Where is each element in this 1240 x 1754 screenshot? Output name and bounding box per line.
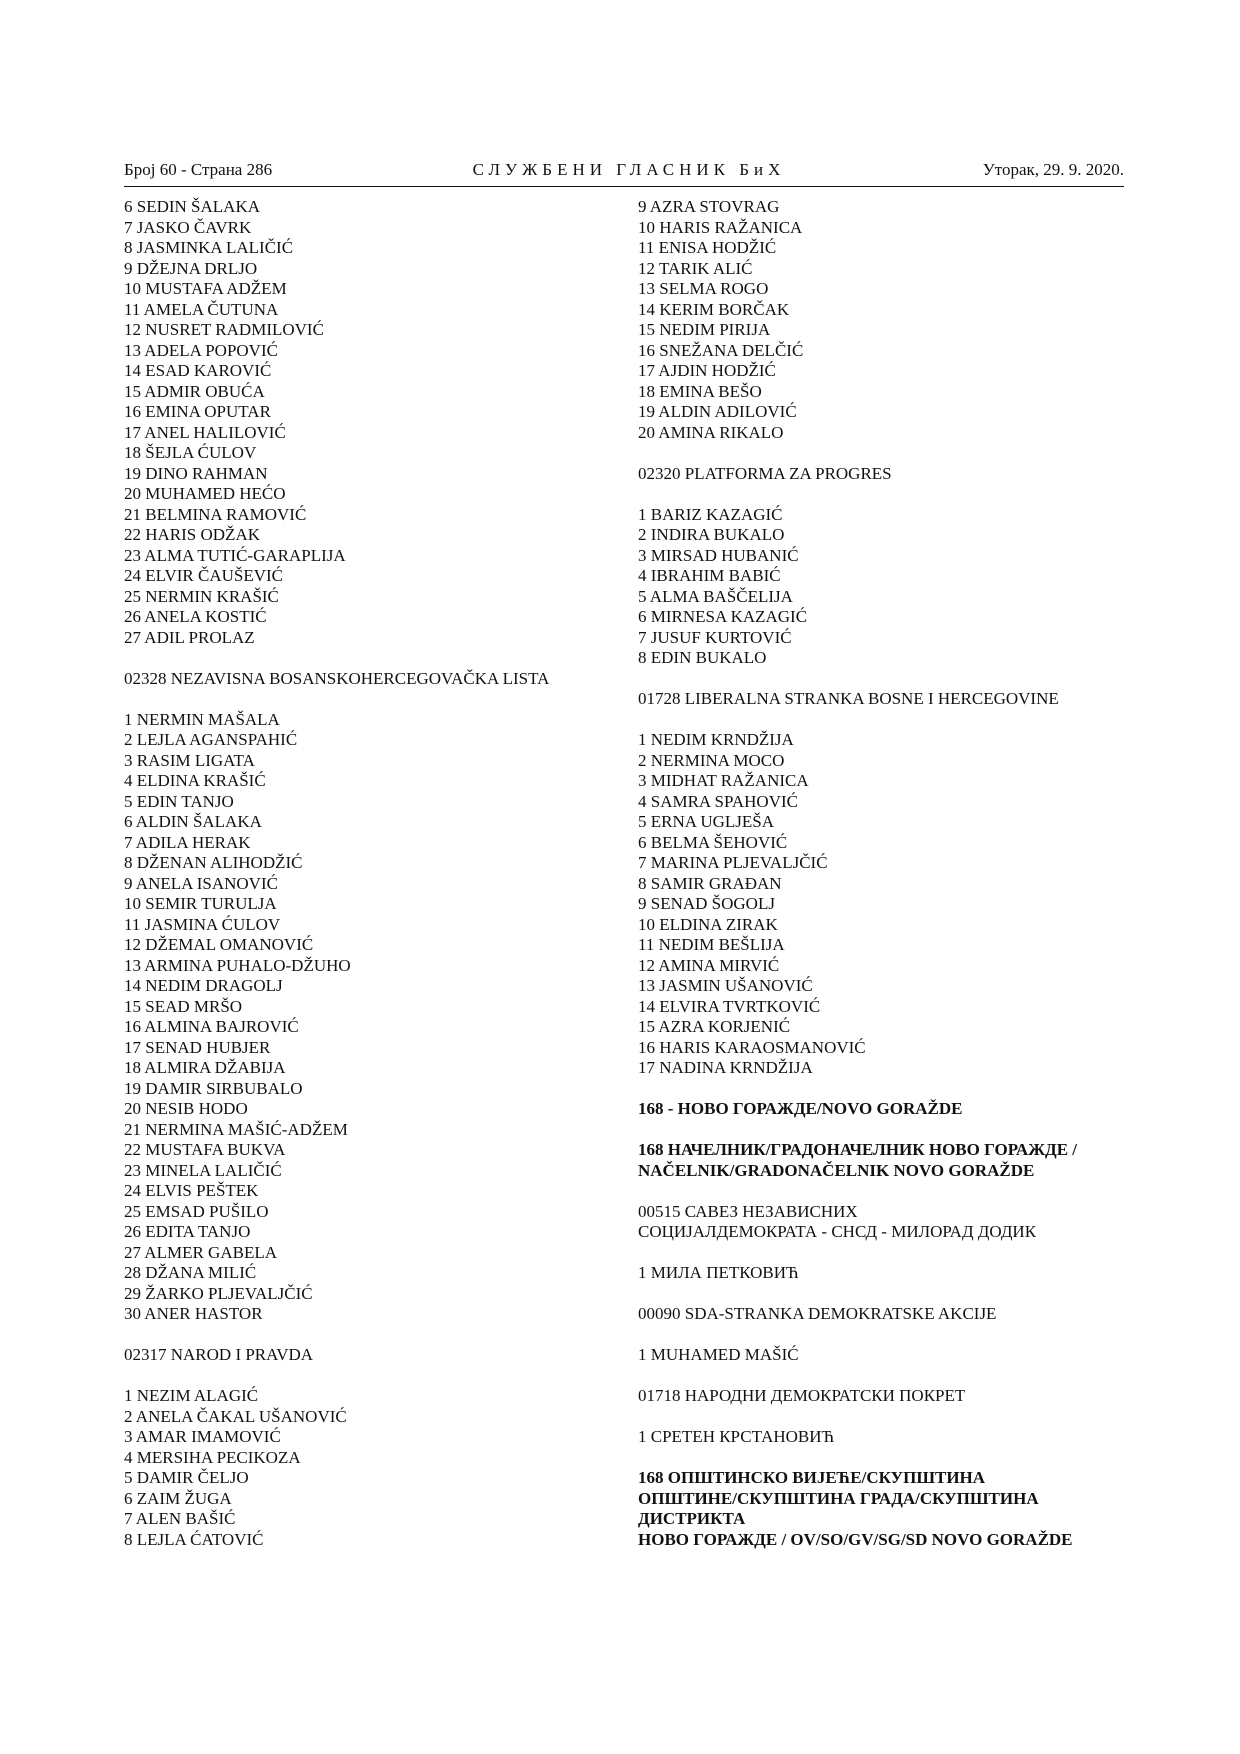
list-line: 17 ANEL HALILOVIĆ — [124, 422, 286, 442]
list-line: 7 JASKO ČAVRK — [124, 217, 252, 237]
list-line: 16 EMINA OPUTAR — [124, 402, 271, 421]
left-column — [124, 197, 614, 1550]
list-line: 14 ESAD KAROVIĆ — [124, 361, 272, 380]
list-line: 13 ARMINA PUHALO-DŽUHO — [124, 955, 351, 975]
list-line: 17 SENAD HUBJER — [124, 1037, 271, 1057]
list-line: NAČELNIK/GRADONAČELNIK NOVO GORAŽDE — [638, 1160, 1035, 1180]
right-column — [638, 197, 1128, 1550]
list-line: 24 ELVIS PEŠTEK — [124, 1181, 259, 1200]
list-line: 15 AZRA KORJENIĆ — [638, 1017, 791, 1036]
list-line: 18 ALMIRA DŽABIJA — [124, 1058, 286, 1077]
list-line: 13 JASMIN UŠANOVIĆ — [638, 976, 813, 995]
municipality-heading: 168 - НОВО ГОРАЖДЕ/NOVO GORAŽDE — [638, 1099, 963, 1118]
list-line: 27 ADIL PROLAZ — [124, 627, 255, 647]
list-line: 10 HARIS RAŽANICA — [638, 217, 803, 237]
list-line: 18 EMINA BEŠO — [638, 381, 762, 401]
list-line: 16 HARIS KARAOSMANOVIĆ — [638, 1037, 866, 1057]
list-line: 12 NUSRET RADMILOVIĆ — [124, 320, 324, 339]
list-line: 22 HARIS ODŽAK — [124, 525, 260, 544]
list-line: 4 SAMRA SPAHOVIĆ — [638, 791, 798, 811]
list-line: СОЦИЈАЛДЕМОКРАТА - СНСД - МИЛОРАД ДОДИК — [638, 1222, 1037, 1241]
candidate-list — [124, 710, 614, 1325]
list-line: 4 MERSIHA PECIKOZA — [124, 1447, 301, 1467]
gazette-title: СЛУЖБЕНИ ГЛАСНИК БиХ — [472, 160, 786, 179]
list-line: 8 SAMIR GRAĐAN — [638, 873, 782, 893]
party-heading: 01718 НАРОДНИ ДЕМОКРАТСКИ ПОКРЕТ — [638, 1386, 966, 1405]
mayor-section-heading — [638, 1140, 1128, 1181]
list-line: 10 ELDINA ZIRAK — [638, 914, 778, 934]
list-line: 3 RASIM LIGATA — [124, 750, 255, 770]
list-line: 19 ALDIN ADILOVIĆ — [638, 402, 797, 421]
list-line: 5 EDIN TANJO — [124, 791, 234, 811]
candidate-list — [638, 505, 1128, 669]
list-line: 5 DAMIR ČELJO — [124, 1468, 249, 1487]
party-heading — [638, 1202, 1128, 1243]
list-line: 1 NEDIM KRNDŽIJA — [638, 730, 794, 749]
list-line: 23 MINELA LALIČIĆ — [124, 1160, 282, 1180]
list-line: 25 NERMIN KRAŠIĆ — [124, 586, 279, 606]
list-line: 1 NEZIM ALAGIĆ — [124, 1386, 259, 1405]
list-line: 10 SEMIR TURULJA — [124, 894, 277, 913]
list-line: НОВО ГОРАЖДЕ / OV/SO/GV/SG/SD NOVO GORAŽDE — [638, 1529, 1073, 1549]
list-line: 6 MIRNESA KAZAGIĆ — [638, 607, 808, 626]
list-line: 26 EDITA TANJO — [124, 1222, 251, 1241]
list-line: 20 AMINA RIKALO — [638, 422, 784, 442]
list-line: 168 ОПШТИНСКО ВИЈЕЋЕ/СКУПШТИНА — [638, 1468, 986, 1487]
page-header — [124, 158, 1124, 187]
list-line: 8 DŽENAN ALIHODŽIĆ — [124, 853, 303, 872]
list-line: 15 SEAD MRŠO — [124, 996, 243, 1016]
list-line: 12 AMINA MIRVIĆ — [638, 955, 780, 975]
list-line: 6 SEDIN ŠALAKA — [124, 197, 260, 216]
list-line: 21 BELMINA RAMOVIĆ — [124, 504, 307, 524]
list-line: 00515 САВЕЗ НЕЗАВИСНИХ — [638, 1201, 858, 1221]
list-line: 14 NEDIM DRAGOLJ — [124, 976, 283, 995]
list-line: 9 SENAD ŠOGOLJ — [638, 894, 775, 913]
list-line: 28 DŽANA MILIĆ — [124, 1263, 257, 1282]
candidate-list-continued — [124, 197, 614, 648]
list-line: 19 DINO RAHMAN — [124, 463, 268, 483]
list-line: 7 ADILA HERAK — [124, 832, 251, 852]
list-line: 2 NERMINA MOCO — [638, 750, 785, 770]
list-line: 9 AZRA STOVRAG — [638, 197, 780, 216]
list-line: 11 JASMINA ĆULOV — [124, 914, 281, 934]
list-line: 20 NESIB HODO — [124, 1099, 248, 1118]
candidate-entry: 1 МИЛА ПЕТКОВИЋ — [638, 1263, 799, 1282]
list-line: 13 ADELA POPOVIĆ — [124, 340, 278, 360]
list-line: 17 AJDIN HODŽIĆ — [638, 361, 776, 380]
candidate-list — [124, 1386, 614, 1550]
candidate-entry: 1 СРЕТЕН КРСТАНОВИЋ — [638, 1427, 835, 1446]
list-line: 11 ENISA HODŽIĆ — [638, 238, 777, 257]
list-line: 11 AMELA ČUTUNA — [124, 299, 279, 319]
list-line: 15 NEDIM PIRIJA — [638, 320, 771, 339]
list-line: 1 NERMIN MAŠALA — [124, 709, 280, 729]
list-line: ДИСТРИКТА — [638, 1509, 746, 1528]
list-line: 3 MIRSAD HUBANIĆ — [638, 545, 799, 565]
list-line: 5 ALMA BAŠČELIJA — [638, 586, 793, 606]
list-line: 5 ERNA UGLJEŠA — [638, 812, 775, 831]
party-heading: 02320 PLATFORMA ZA PROGRES — [638, 463, 892, 483]
party-heading: 01728 LIBERALNA STRANKA BOSNE I HERCEGOVINE — [638, 689, 1059, 708]
list-line: 17 NADINA KRNDŽIJA — [638, 1058, 813, 1077]
list-line: 16 SNEŽANA DELČIĆ — [638, 340, 804, 360]
list-line: 12 TARIK ALIĆ — [638, 258, 753, 278]
list-line: 23 ALMA TUTIĆ-GARAPLIJA — [124, 545, 346, 565]
list-line: 14 KERIM BORČAK — [638, 299, 790, 319]
list-line: 8 JASMINKA LALIČIĆ — [124, 238, 294, 257]
list-line: 2 ANELA ČAKAL UŠANOVIĆ — [124, 1406, 347, 1426]
party-heading: 02317 NAROD I PRAVDA — [124, 1345, 314, 1364]
list-line: 19 DAMIR SIRBUBALO — [124, 1078, 303, 1098]
list-line: 2 INDIRA BUKALO — [638, 525, 785, 544]
list-line: 27 ALMER GABELA — [124, 1242, 277, 1262]
list-line: 6 ZAIM ŽUGA — [124, 1488, 232, 1508]
list-line: 1 BARIZ KAZAGIĆ — [638, 504, 783, 524]
list-line: 8 LEJLA ĆATOVIĆ — [124, 1529, 264, 1549]
list-line: 26 ANELA KOSTIĆ — [124, 607, 267, 626]
party-heading: 02328 NEZAVISNA BOSANSKOHERCEGOVAČKA LISTA — [124, 668, 550, 688]
list-line: 7 ALEN BAŠIĆ — [124, 1509, 236, 1528]
candidate-list — [638, 730, 1128, 1079]
list-line: 10 MUSTAFA ADŽEM — [124, 279, 287, 298]
list-line: 21 NERMINA MAŠIĆ-ADŽEM — [124, 1119, 348, 1139]
list-line: 3 MIDHAT RAŽANICA — [638, 771, 809, 790]
council-section-heading — [638, 1468, 1128, 1550]
list-line: 18 ŠEJLA ĆULOV — [124, 443, 257, 462]
issue-date: Уторак, 29. 9. 2020. — [982, 160, 1124, 179]
candidate-list-continued — [638, 197, 1128, 443]
list-line: ОПШТИНЕ/СКУПШТИНА ГРАДА/СКУПШТИНА — [638, 1488, 1039, 1508]
list-line: 6 ALDIN ŠALAKA — [124, 812, 262, 831]
candidate-entry: 1 MUHAMED MAŠIĆ — [638, 1345, 799, 1364]
list-line: 11 NEDIM BEŠLIJA — [638, 935, 785, 954]
list-line: 9 ANELA ISANOVIĆ — [124, 873, 278, 893]
list-line: 3 AMAR IMAMOVIĆ — [124, 1427, 281, 1446]
list-line: 6 BELMA ŠEHOVIĆ — [638, 832, 788, 852]
list-line: 13 SELMA ROGO — [638, 279, 769, 298]
list-line: 14 ELVIRA TVRTKOVIĆ — [638, 996, 821, 1016]
list-line: 12 DŽEMAL OMANOVIĆ — [124, 935, 314, 954]
list-line: 2 LEJLA AGANSPAHIĆ — [124, 730, 298, 749]
list-line: 22 MUSTAFA BUKVA — [124, 1140, 286, 1159]
list-line: 15 ADMIR OBUĆA — [124, 381, 265, 401]
list-line: 4 ELDINA KRAŠIĆ — [124, 771, 266, 790]
issue-page-number: Број 60 - Страна 286 — [124, 160, 273, 179]
list-line: 4 IBRAHIM BABIĆ — [638, 566, 781, 585]
list-line: 16 ALMINA BAJROVIĆ — [124, 1017, 299, 1036]
list-line: 24 ELVIR ČAUŠEVIĆ — [124, 566, 283, 585]
party-heading: 00090 SDA-STRANKA DEMOKRATSKE AKCIJE — [638, 1304, 997, 1323]
list-line: 8 EDIN BUKALO — [638, 648, 767, 667]
list-line: 25 EMSAD PUŠILO — [124, 1201, 269, 1221]
list-line: 30 ANER HASTOR — [124, 1304, 263, 1323]
list-line: 29 ŽARKO PLJEVALJČIĆ — [124, 1283, 313, 1303]
list-line: 168 НАЧЕЛНИК/ГРАДОНАЧЕЛНИК НОВО ГОРАЖДЕ / — [638, 1140, 1078, 1159]
list-line: 9 DŽEJNA DRLJO — [124, 258, 258, 278]
list-line: 7 JUSUF KURTOVIĆ — [638, 627, 792, 647]
list-line: 20 MUHAMED HEĆO — [124, 484, 286, 503]
list-line: 7 MARINA PLJEVALJČIĆ — [638, 853, 828, 872]
